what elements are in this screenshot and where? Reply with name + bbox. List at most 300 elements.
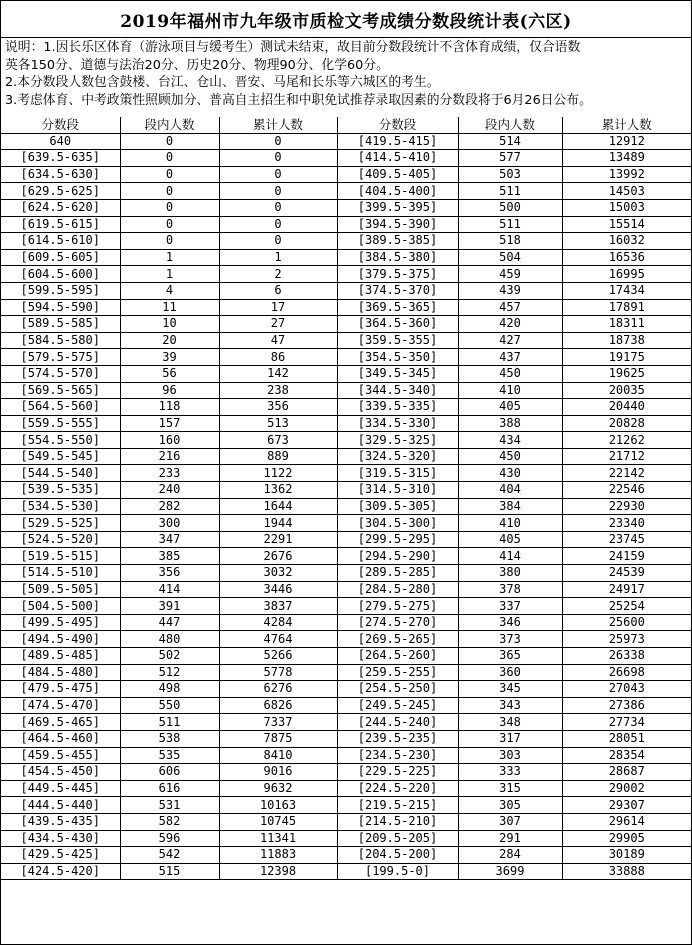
table-row	[1, 316, 691, 333]
column-header: 累计人数	[219, 117, 337, 133]
cumulative-count-cell: 24917	[562, 581, 691, 598]
segment-count-cell: 384	[458, 498, 562, 515]
cumulative-count-cell: 5778	[219, 664, 337, 681]
score-range-cell: [379.5-375]	[337, 266, 458, 283]
table-row	[1, 166, 691, 183]
score-range-cell: [434.5-430]	[1, 830, 120, 847]
score-range-cell: [634.5-630]	[1, 166, 120, 183]
cumulative-count-cell: 238	[219, 382, 337, 399]
table-row	[1, 432, 691, 449]
score-range-cell: [599.5-595]	[1, 282, 120, 299]
cumulative-count-cell: 18311	[562, 316, 691, 333]
segment-count-cell: 0	[120, 199, 219, 216]
segment-count-cell: 414	[120, 581, 219, 598]
score-range-cell: [439.5-435]	[1, 813, 120, 830]
table-row	[1, 598, 691, 615]
segment-count-cell: 337	[458, 598, 562, 615]
cumulative-count-cell: 29307	[562, 797, 691, 814]
page-title: 2019年福州市九年级市质检文考成绩分数段统计表(六区)	[1, 1, 691, 38]
cumulative-count-cell: 27	[219, 316, 337, 333]
score-range-cell: [234.5-230]	[337, 747, 458, 764]
cumulative-count-cell: 29614	[562, 813, 691, 830]
table-row	[1, 515, 691, 532]
score-range-cell: [259.5-255]	[337, 664, 458, 681]
segment-count-cell: 4	[120, 282, 219, 299]
cumulative-count-cell: 14503	[562, 183, 691, 200]
segment-count-cell: 345	[458, 681, 562, 698]
score-range-cell: [254.5-250]	[337, 681, 458, 698]
segment-count-cell: 582	[120, 813, 219, 830]
cumulative-count-cell: 26338	[562, 648, 691, 665]
segment-count-cell: 0	[120, 216, 219, 233]
cumulative-count-cell: 23745	[562, 531, 691, 548]
segment-count-cell: 414	[458, 548, 562, 565]
segment-count-cell: 305	[458, 797, 562, 814]
cumulative-count-cell: 22930	[562, 498, 691, 515]
score-range-cell: [324.5-320]	[337, 448, 458, 465]
segment-count-cell: 420	[458, 316, 562, 333]
score-range-cell: [504.5-500]	[1, 598, 120, 615]
segment-count-cell: 1	[120, 266, 219, 283]
score-range-cell: [279.5-275]	[337, 598, 458, 615]
cumulative-count-cell: 27043	[562, 681, 691, 698]
table-row	[1, 830, 691, 847]
cumulative-count-cell: 25973	[562, 631, 691, 648]
score-range-cell: [424.5-420]	[1, 863, 120, 880]
score-range-cell: [459.5-455]	[1, 747, 120, 764]
table-row	[1, 133, 691, 150]
score-range-cell: [404.5-400]	[337, 183, 458, 200]
table-row	[1, 863, 691, 880]
table-row	[1, 216, 691, 233]
score-range-cell: [594.5-590]	[1, 299, 120, 316]
segment-count-cell: 450	[458, 448, 562, 465]
score-range-cell: [294.5-290]	[337, 548, 458, 565]
notes	[5, 39, 689, 109]
segment-count-cell: 450	[458, 365, 562, 382]
table-row	[1, 747, 691, 764]
score-range-cell: [509.5-505]	[1, 581, 120, 598]
segment-count-cell: 240	[120, 482, 219, 499]
cumulative-count-cell: 6826	[219, 697, 337, 714]
segment-count-cell: 317	[458, 730, 562, 747]
cumulative-count-cell: 1362	[219, 482, 337, 499]
note-line: 英各150分、道德与法治20分、历史20分、物理90分、化学60分。	[5, 57, 389, 73]
segment-count-cell: 405	[458, 399, 562, 416]
cumulative-count-cell: 16032	[562, 233, 691, 250]
table-row	[1, 465, 691, 482]
table-row	[1, 548, 691, 565]
score-range-cell: [409.5-405]	[337, 166, 458, 183]
score-range-cell: [579.5-575]	[1, 349, 120, 366]
cumulative-count-cell: 0	[219, 166, 337, 183]
score-range-cell: [444.5-440]	[1, 797, 120, 814]
segment-count-cell: 307	[458, 813, 562, 830]
cumulative-count-cell: 2291	[219, 531, 337, 548]
note-line: 2.本分数段人数包含鼓楼、台江、仓山、晋安、马尾和长乐等六城区的考生。	[5, 75, 440, 90]
score-range-cell: [229.5-225]	[337, 764, 458, 781]
cumulative-count-cell: 24539	[562, 565, 691, 582]
cumulative-count-cell: 11341	[219, 830, 337, 847]
cumulative-count-cell: 3446	[219, 581, 337, 598]
score-range-cell: [224.5-220]	[337, 780, 458, 797]
cumulative-count-cell: 18738	[562, 332, 691, 349]
cumulative-count-cell: 27386	[562, 697, 691, 714]
cumulative-count-cell: 23340	[562, 515, 691, 532]
segment-count-cell: 356	[120, 565, 219, 582]
score-range-cell: [304.5-300]	[337, 515, 458, 532]
cumulative-count-cell: 8410	[219, 747, 337, 764]
segment-count-cell: 503	[458, 166, 562, 183]
cumulative-count-cell: 889	[219, 448, 337, 465]
segment-count-cell: 1	[120, 249, 219, 266]
score-range-cell: [479.5-475]	[1, 681, 120, 698]
segment-count-cell: 360	[458, 664, 562, 681]
score-range-cell: [334.5-330]	[337, 415, 458, 432]
score-range-cell: [329.5-325]	[337, 432, 458, 449]
cumulative-count-cell: 20828	[562, 415, 691, 432]
score-range-cell: [524.5-520]	[1, 531, 120, 548]
table-row	[1, 697, 691, 714]
cumulative-count-cell: 9016	[219, 764, 337, 781]
table-row	[1, 797, 691, 814]
table-row	[1, 332, 691, 349]
table-row	[1, 448, 691, 465]
cumulative-count-cell: 0	[219, 150, 337, 167]
note-line: 3.考虑体育、中考政策性照顾加分、普高自主招生和中职免试推荐录取因素的分数段将于6月26日公布。	[5, 92, 592, 108]
cumulative-count-cell: 19625	[562, 365, 691, 382]
score-range-cell: [284.5-280]	[337, 581, 458, 598]
score-range-cell: [529.5-525]	[1, 515, 120, 532]
segment-count-cell: 447	[120, 614, 219, 631]
segment-count-cell: 512	[120, 664, 219, 681]
segment-count-cell: 284	[458, 847, 562, 864]
score-range-cell: [314.5-310]	[337, 482, 458, 499]
score-range-cell: [359.5-355]	[337, 332, 458, 349]
segment-count-cell: 216	[120, 448, 219, 465]
segment-count-cell: 0	[120, 233, 219, 250]
table-row	[1, 199, 691, 216]
table-row	[1, 498, 691, 515]
table-row	[1, 681, 691, 698]
score-range-cell: [389.5-385]	[337, 233, 458, 250]
table-row	[1, 415, 691, 432]
segment-count-cell: 56	[120, 365, 219, 382]
table-row	[1, 648, 691, 665]
segment-count-cell: 365	[458, 648, 562, 665]
cumulative-count-cell: 0	[219, 183, 337, 200]
score-range-cell: [474.5-470]	[1, 697, 120, 714]
segment-count-cell: 427	[458, 332, 562, 349]
score-range-cell: [369.5-365]	[337, 299, 458, 316]
segment-count-cell: 616	[120, 780, 219, 797]
column-header: 分数段	[337, 117, 458, 133]
segment-count-cell: 404	[458, 482, 562, 499]
cumulative-count-cell: 29002	[562, 780, 691, 797]
score-range-cell: [349.5-345]	[337, 365, 458, 382]
segment-count-cell: 20	[120, 332, 219, 349]
score-range-cell: [399.5-395]	[337, 199, 458, 216]
table-row	[1, 780, 691, 797]
segment-count-cell: 502	[120, 648, 219, 665]
score-range-cell: [619.5-615]	[1, 216, 120, 233]
cumulative-count-cell: 1	[219, 249, 337, 266]
segment-count-cell: 606	[120, 764, 219, 781]
segment-count-cell: 315	[458, 780, 562, 797]
score-range-cell: [489.5-485]	[1, 648, 120, 665]
cumulative-count-cell: 13992	[562, 166, 691, 183]
segment-count-cell: 514	[458, 133, 562, 150]
score-range-cell: [354.5-350]	[337, 349, 458, 366]
score-range-cell: [464.5-460]	[1, 730, 120, 747]
cumulative-count-cell: 356	[219, 399, 337, 416]
segment-count-cell: 373	[458, 631, 562, 648]
segment-count-cell: 348	[458, 714, 562, 731]
score-range-cell: [204.5-200]	[337, 847, 458, 864]
table-row	[1, 249, 691, 266]
cumulative-count-cell: 30189	[562, 847, 691, 864]
column-header: 累计人数	[562, 117, 691, 133]
table-row	[1, 764, 691, 781]
score-range-cell: [394.5-390]	[337, 216, 458, 233]
segment-count-cell: 504	[458, 249, 562, 266]
segment-count-cell: 535	[120, 747, 219, 764]
segment-count-cell: 498	[120, 681, 219, 698]
score-range-cell: [374.5-370]	[337, 282, 458, 299]
segment-count-cell: 333	[458, 764, 562, 781]
segment-count-cell: 343	[458, 697, 562, 714]
cumulative-count-cell: 673	[219, 432, 337, 449]
score-range-cell: [519.5-515]	[1, 548, 120, 565]
cumulative-count-cell: 6276	[219, 681, 337, 698]
cumulative-count-cell: 4764	[219, 631, 337, 648]
cumulative-count-cell: 6	[219, 282, 337, 299]
column-header: 分数段	[1, 117, 120, 133]
table-row	[1, 150, 691, 167]
segment-count-cell: 347	[120, 531, 219, 548]
cumulative-count-cell: 4284	[219, 614, 337, 631]
segment-count-cell: 0	[120, 166, 219, 183]
cumulative-count-cell: 25254	[562, 598, 691, 615]
score-range-cell: [484.5-480]	[1, 664, 120, 681]
segment-count-cell: 282	[120, 498, 219, 515]
score-range-cell: [584.5-580]	[1, 332, 120, 349]
table-row	[1, 365, 691, 382]
score-range-cell: [494.5-490]	[1, 631, 120, 648]
table-row	[1, 730, 691, 747]
table-row	[1, 531, 691, 548]
score-range-cell: [339.5-335]	[337, 399, 458, 416]
segment-count-cell: 391	[120, 598, 219, 615]
score-range-cell: [344.5-340]	[337, 382, 458, 399]
score-range-cell: [419.5-415]	[337, 133, 458, 150]
cumulative-count-cell: 1644	[219, 498, 337, 515]
score-range-cell: [609.5-605]	[1, 249, 120, 266]
segment-count-cell: 380	[458, 565, 562, 582]
cumulative-count-cell: 28051	[562, 730, 691, 747]
cumulative-count-cell: 33888	[562, 863, 691, 880]
cumulative-count-cell: 20035	[562, 382, 691, 399]
cumulative-count-cell: 17	[219, 299, 337, 316]
segment-count-cell: 511	[120, 714, 219, 731]
score-range-cell: [289.5-285]	[337, 565, 458, 582]
cumulative-count-cell: 142	[219, 365, 337, 382]
table-row	[1, 614, 691, 631]
cumulative-count-cell: 16995	[562, 266, 691, 283]
segment-count-cell: 410	[458, 515, 562, 532]
segment-count-cell: 96	[120, 382, 219, 399]
cumulative-count-cell: 16536	[562, 249, 691, 266]
cumulative-count-cell: 28354	[562, 747, 691, 764]
score-range-cell: [199.5-0]	[337, 863, 458, 880]
score-range-cell: [589.5-585]	[1, 316, 120, 333]
table-row	[1, 581, 691, 598]
score-range-cell: [544.5-540]	[1, 465, 120, 482]
column-header: 段内人数	[120, 117, 219, 133]
table-row	[1, 282, 691, 299]
score-range-cell: [469.5-465]	[1, 714, 120, 731]
segment-count-cell: 3699	[458, 863, 562, 880]
cumulative-count-cell: 12912	[562, 133, 691, 150]
table-row	[1, 266, 691, 283]
score-range-cell: [219.5-215]	[337, 797, 458, 814]
score-range-cell: [624.5-620]	[1, 199, 120, 216]
score-range-cell: [604.5-600]	[1, 266, 120, 283]
cumulative-count-cell: 15003	[562, 199, 691, 216]
cumulative-count-cell: 11883	[219, 847, 337, 864]
table-row	[1, 183, 691, 200]
cumulative-count-cell: 10745	[219, 813, 337, 830]
score-range-cell: [539.5-535]	[1, 482, 120, 499]
segment-count-cell: 531	[120, 797, 219, 814]
score-range-cell: [549.5-545]	[1, 448, 120, 465]
segment-count-cell: 0	[120, 133, 219, 150]
cumulative-count-cell: 27734	[562, 714, 691, 731]
cumulative-count-cell: 5266	[219, 648, 337, 665]
cumulative-count-cell: 513	[219, 415, 337, 432]
segment-count-cell: 291	[458, 830, 562, 847]
cumulative-count-cell: 25600	[562, 614, 691, 631]
score-range-cell: [274.5-270]	[337, 614, 458, 631]
segment-count-cell: 457	[458, 299, 562, 316]
table-row	[1, 813, 691, 830]
segment-count-cell: 430	[458, 465, 562, 482]
score-range-cell: [239.5-235]	[337, 730, 458, 747]
cumulative-count-cell: 17891	[562, 299, 691, 316]
segment-count-cell: 518	[458, 233, 562, 250]
cumulative-count-cell: 22546	[562, 482, 691, 499]
cumulative-count-cell: 21262	[562, 432, 691, 449]
score-range-cell: [384.5-380]	[337, 249, 458, 266]
segment-count-cell: 11	[120, 299, 219, 316]
score-range-cell: [629.5-625]	[1, 183, 120, 200]
score-range-cell: [249.5-245]	[337, 697, 458, 714]
table-header-row	[1, 117, 691, 133]
cumulative-count-cell: 7337	[219, 714, 337, 731]
table-row	[1, 399, 691, 416]
score-range-cell: [364.5-360]	[337, 316, 458, 333]
segment-count-cell: 118	[120, 399, 219, 416]
cumulative-count-cell: 12398	[219, 863, 337, 880]
table-row	[1, 349, 691, 366]
score-range-cell: [639.5-635]	[1, 150, 120, 167]
table-row	[1, 299, 691, 316]
score-range-cell: [564.5-560]	[1, 399, 120, 416]
cumulative-count-cell: 0	[219, 199, 337, 216]
cumulative-count-cell: 3837	[219, 598, 337, 615]
score-range-cell: [264.5-260]	[337, 648, 458, 665]
score-range-cell: [614.5-610]	[1, 233, 120, 250]
table-row	[1, 482, 691, 499]
cumulative-count-cell: 47	[219, 332, 337, 349]
column-header: 段内人数	[458, 117, 562, 133]
segment-count-cell: 10	[120, 316, 219, 333]
score-range-cell: [214.5-210]	[337, 813, 458, 830]
cumulative-count-cell: 10163	[219, 797, 337, 814]
segment-count-cell: 385	[120, 548, 219, 565]
cumulative-count-cell: 28687	[562, 764, 691, 781]
score-range-cell: [569.5-565]	[1, 382, 120, 399]
score-range-cell: [269.5-265]	[337, 631, 458, 648]
score-range-cell: 640	[1, 133, 120, 150]
segment-count-cell: 500	[458, 199, 562, 216]
table-row	[1, 565, 691, 582]
segment-count-cell: 542	[120, 847, 219, 864]
score-range-cell: [449.5-445]	[1, 780, 120, 797]
cumulative-count-cell: 21712	[562, 448, 691, 465]
cumulative-count-cell: 9632	[219, 780, 337, 797]
segment-count-cell: 596	[120, 830, 219, 847]
cumulative-count-cell: 2	[219, 266, 337, 283]
cumulative-count-cell: 0	[219, 216, 337, 233]
cumulative-count-cell: 24159	[562, 548, 691, 565]
score-range-cell: [429.5-425]	[1, 847, 120, 864]
score-range-cell: [209.5-205]	[337, 830, 458, 847]
cumulative-count-cell: 22142	[562, 465, 691, 482]
segment-count-cell: 160	[120, 432, 219, 449]
cumulative-count-cell: 19175	[562, 349, 691, 366]
cumulative-count-cell: 17434	[562, 282, 691, 299]
cumulative-count-cell: 0	[219, 233, 337, 250]
cumulative-count-cell: 86	[219, 349, 337, 366]
score-range-cell: [299.5-295]	[337, 531, 458, 548]
segment-count-cell: 437	[458, 349, 562, 366]
segment-count-cell: 459	[458, 266, 562, 283]
segment-count-cell: 439	[458, 282, 562, 299]
score-range-cell: [574.5-570]	[1, 365, 120, 382]
score-range-cell: [499.5-495]	[1, 614, 120, 631]
segment-count-cell: 0	[120, 150, 219, 167]
segment-count-cell: 233	[120, 465, 219, 482]
table-row	[1, 664, 691, 681]
segment-count-cell: 346	[458, 614, 562, 631]
score-range-cell: [514.5-510]	[1, 565, 120, 582]
segment-count-cell: 480	[120, 631, 219, 648]
table-row	[1, 233, 691, 250]
cumulative-count-cell: 29905	[562, 830, 691, 847]
score-table	[1, 117, 691, 880]
score-range-cell: [244.5-240]	[337, 714, 458, 731]
segment-count-cell: 410	[458, 382, 562, 399]
segment-count-cell: 405	[458, 531, 562, 548]
segment-count-cell: 538	[120, 730, 219, 747]
score-range-cell: [319.5-315]	[337, 465, 458, 482]
segment-count-cell: 0	[120, 183, 219, 200]
table-row	[1, 714, 691, 731]
segment-count-cell: 550	[120, 697, 219, 714]
segment-count-cell: 300	[120, 515, 219, 532]
cumulative-count-cell: 1122	[219, 465, 337, 482]
